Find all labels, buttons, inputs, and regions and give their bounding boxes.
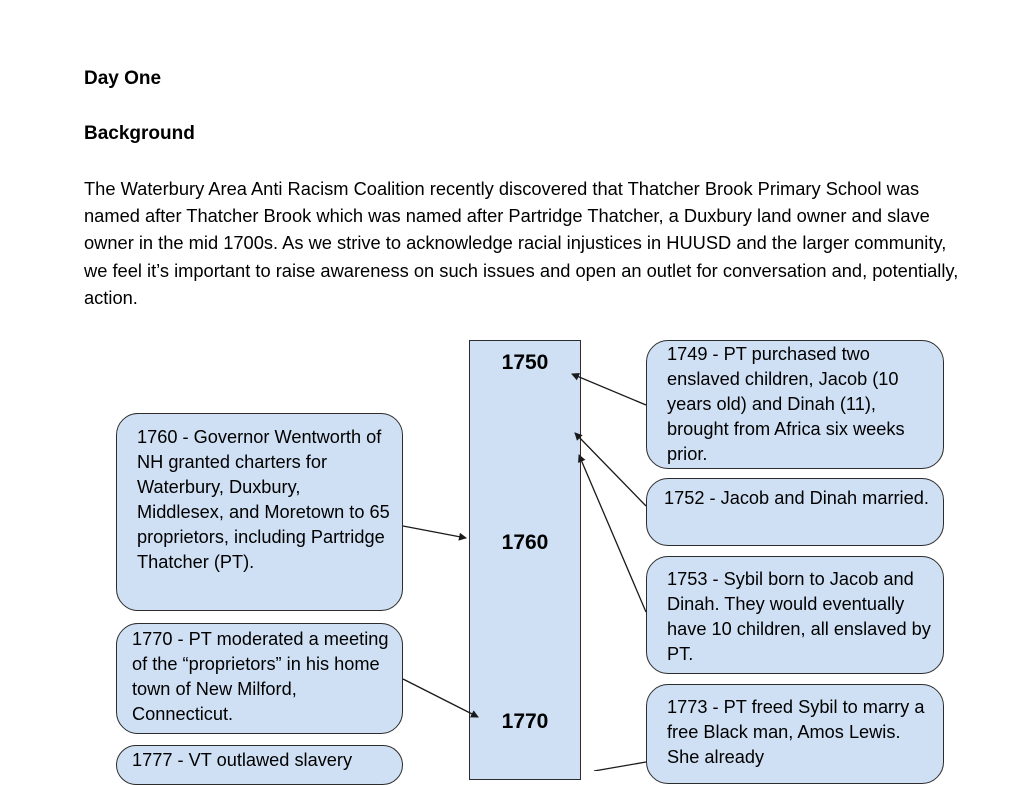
- year-label-1760: 1760: [501, 531, 549, 554]
- event-1752-married: 1752 - Jacob and Dinah married.: [646, 478, 944, 546]
- arrow-1760: [403, 526, 466, 538]
- arrow-1749: [572, 374, 646, 405]
- year-label-1750: 1750: [501, 351, 549, 374]
- event-1777-vt-outlawed: 1777 - VT outlawed slavery: [116, 745, 403, 785]
- event-1773-sybil-freed: 1773 - PT freed Sybil to marry a free Black man, Amos Lewis. She already: [646, 684, 944, 784]
- background-paragraph: The Waterbury Area Anti Racism Coalition recently discovered that Thatcher Brook Primary School was named after Thatcher Brook which was named after Partridge Thatcher, a Duxbury land owner and slave owner in the mid 1700s. As we strive to acknowledge racial injustices in HUUSD and the larger community, we feel it’s important to raise awareness on such issues and open an outlet for conversation and, potentially, action.: [84, 178, 959, 308]
- event-1753-sybil-born: 1753 - Sybil born to Jacob and Dinah. They would eventually have 10 children, all enslaved by PT.: [646, 556, 944, 674]
- background-heading: Background: [84, 123, 195, 144]
- day-heading: Day One: [84, 68, 162, 89]
- arrow-1770: [403, 679, 478, 717]
- year-label-1770: 1770: [501, 710, 549, 733]
- event-1749-purchase: 1749 - PT purchased two enslaved children, Jacob (10 years old) and Dinah (11), brought from Africa six weeks prior.: [646, 340, 944, 469]
- event-1770-meeting: 1770 - PT moderated a meeting of the “proprietors” in his home town of New Milford, Connecticut.: [116, 623, 403, 734]
- event-1760-charters: 1760 - Governor Wentworth of NH granted charters for Waterbury, Duxbury, Middlesex, and Moretown to 65 proprietors, including Partridge Thatcher (PT).: [116, 413, 403, 611]
- arrow-1753: [579, 455, 646, 612]
- arrow-1773: [594, 762, 646, 771]
